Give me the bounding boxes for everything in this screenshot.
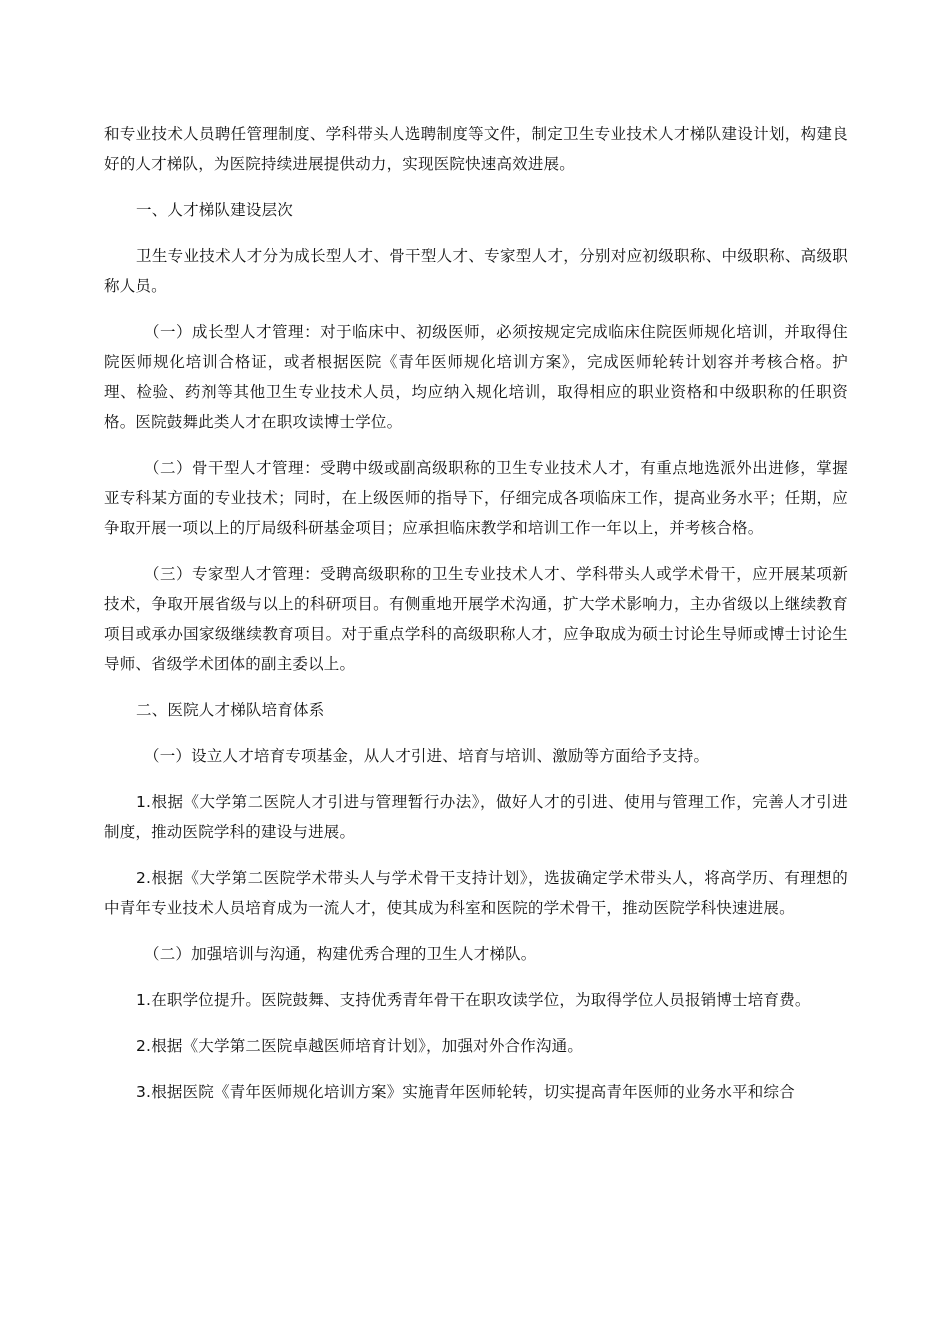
paragraph-backbone-talent: （二）骨干型人才管理：受聘中级或副高级职称的卫生专业技术人才，有重点地选派外出进修，掌握亚专科某方面的专业技术；同时，在上级医师的指导下，仔细完成各项临床工作，提高业务水平；任期，应争取开展一项以上的厅局级科研基金项目；应承担临床教学和培训工作一年以上，并考核合格。 xyxy=(104,459,848,537)
paragraph-talent-categories: 卫生专业技术人才分为成长型人才、骨干型人才、专家型人才，分别对应初级职称、中级职称、高级职称人员。 xyxy=(104,247,848,295)
paragraph-training-exchange: （二）加强培训与沟通，构建优秀合理的卫生人才梯队。 xyxy=(144,945,537,963)
paragraph-resident-rotation: 3.根据医院《青年医师规化培训方案》实施青年医师轮转，切实提高青年医师的业务水平和综合 xyxy=(136,1083,795,1101)
document-body xyxy=(104,119,848,1123)
paragraph-growth-talent: （一）成长型人才管理：对于临床中、初级医师，必须按规定完成临床住院医师规化培训，并取得住院医师规化培训合格证，或者根据医院《青年医师规化培训方案》，完成医师轮转计划容并考核合格。护理、检验、药剂等其他卫生专业技术人员，均应纳入规化培训，取得相应的职业资格和中级职称的任职资格。医院鼓舞此类人才在职攻读博士学位。 xyxy=(104,323,848,431)
paragraph-degree-upgrade: 1.在职学位提升。医院鼓舞、支持优秀青年骨干在职攻读学位，为取得学位人员报销博士培育费。 xyxy=(136,991,811,1009)
section-heading-2: 二、医院人才梯队培育体系 xyxy=(136,701,325,719)
paragraph-excellent-physician: 2.根据《大学第二医院卓越医师培育计划》，加强对外合作沟通。 xyxy=(136,1037,584,1055)
paragraph-expert-talent: （三）专家型人才管理：受聘高级职称的卫生专业技术人才、学科带头人或学术骨干，应开展某项新技术，争取开展省级与以上的科研项目。有侧重地开展学术沟通，扩大学术影响力，主办省级以上继续教育项目或承办国家级继续教育项目。对于重点学科的高级职称人才，应争取成为硕士讨论生导师或博士讨论生导师、省级学术团体的副主委以上。 xyxy=(104,565,848,673)
paragraph-continuation: 和专业技术人员聘任管理制度、学科带头人选聘制度等文件，制定卫生专业技术人才梯队建设计划，构建良好的人才梯队，为医院持续进展提供动力，实现医院快速高效进展。 xyxy=(104,125,848,173)
paragraph-item-2: 2.根据《大学第二医院学术带头人与学术骨干支持计划》，选拔确定学术带头人，将高学历、有理想的中青年专业技术人员培育成为一流人才，使其成为科室和医院的学术骨干，推动医院学科快速进展。 xyxy=(104,869,848,917)
section-heading-1: 一、人才梯队建设层次 xyxy=(136,201,294,219)
paragraph-training-fund: （一）设立人才培育专项基金，从人才引进、培育与培训、激励等方面给予支持。 xyxy=(144,747,710,765)
paragraph-item-1: 1.根据《大学第二医院人才引进与管理暂行办法》，做好人才的引进、使用与管理工作，完善人才引进制度，推动医院学科的建设与进展。 xyxy=(104,793,848,841)
